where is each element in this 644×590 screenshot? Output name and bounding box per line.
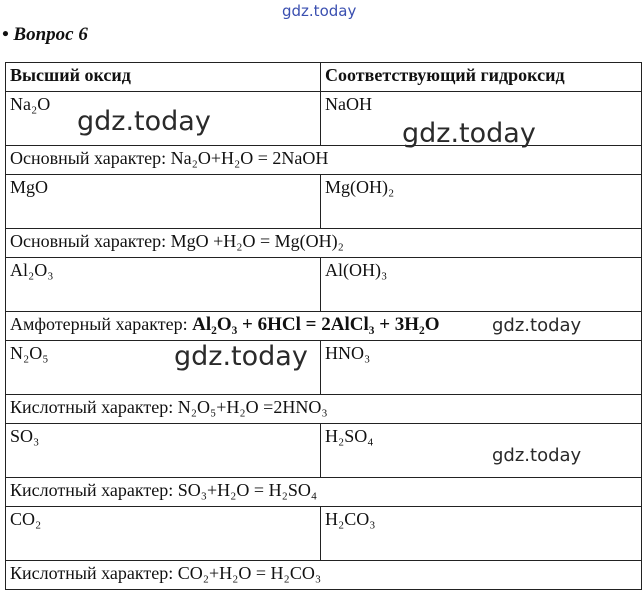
hydroxide-cell: HNO₃ (321, 341, 642, 395)
hydroxide-cell: NaOH (321, 92, 642, 146)
column-header-hydroxide: Соответствующий гидроксид (321, 63, 642, 92)
character-row (6, 478, 642, 507)
hydroxide-cell: H₂CO₃ (321, 507, 642, 561)
character-row (6, 395, 642, 424)
character-cell: Основный характер: MgO +H₂O = Mg(OH)₂ (6, 229, 642, 258)
character-row (6, 229, 642, 258)
hydroxide-cell: Al(OH)₃ (321, 258, 642, 312)
oxide-cell: MgO (6, 175, 321, 229)
table-row (6, 175, 642, 229)
watermark: gdz.today (402, 118, 536, 149)
oxide-cell: CO₂ (6, 507, 321, 561)
character-row (6, 146, 642, 175)
watermark: gdz.today (492, 445, 582, 466)
oxide-cell: SO₃ (6, 424, 321, 478)
watermark: gdz.today (282, 2, 357, 20)
oxide-cell: N₂O₅ (6, 341, 321, 395)
hydroxide-cell: Mg(OH)₂ (321, 175, 642, 229)
table-header-row (6, 63, 642, 92)
watermark: gdz.today (77, 106, 211, 137)
watermark: gdz.today (174, 341, 308, 372)
character-cell: Кислотный характер: CO₂+H₂O = H₂CO₃ (6, 561, 642, 590)
table-row (6, 258, 642, 312)
oxide-cell: Na₂O (6, 92, 321, 146)
character-label: Амфотерный характер: (10, 314, 188, 334)
hydroxide-cell: H₂SO₄ (321, 424, 642, 478)
watermark: gdz.today (492, 315, 582, 336)
table-row (6, 507, 642, 561)
character-cell: Кислотный характер: SO₃+H₂O = H₂SO₄ (6, 478, 642, 507)
character-cell: Основный характер: Na₂O+H₂O = 2NaOH (6, 146, 642, 175)
character-row (6, 561, 642, 590)
amphoteric-equation: Al₂O₃ + 6HCl = 2AlCl₃ + 3H₂O (192, 314, 440, 335)
table-row (6, 341, 642, 395)
character-cell: Кислотный характер: N₂O₅+H₂O =2HNO₃ (6, 395, 642, 424)
column-header-oxide: Высший оксид (6, 63, 321, 92)
question-heading: • Вопрос 6 (2, 24, 88, 45)
oxide-cell: Al₂O₃ (6, 258, 321, 312)
